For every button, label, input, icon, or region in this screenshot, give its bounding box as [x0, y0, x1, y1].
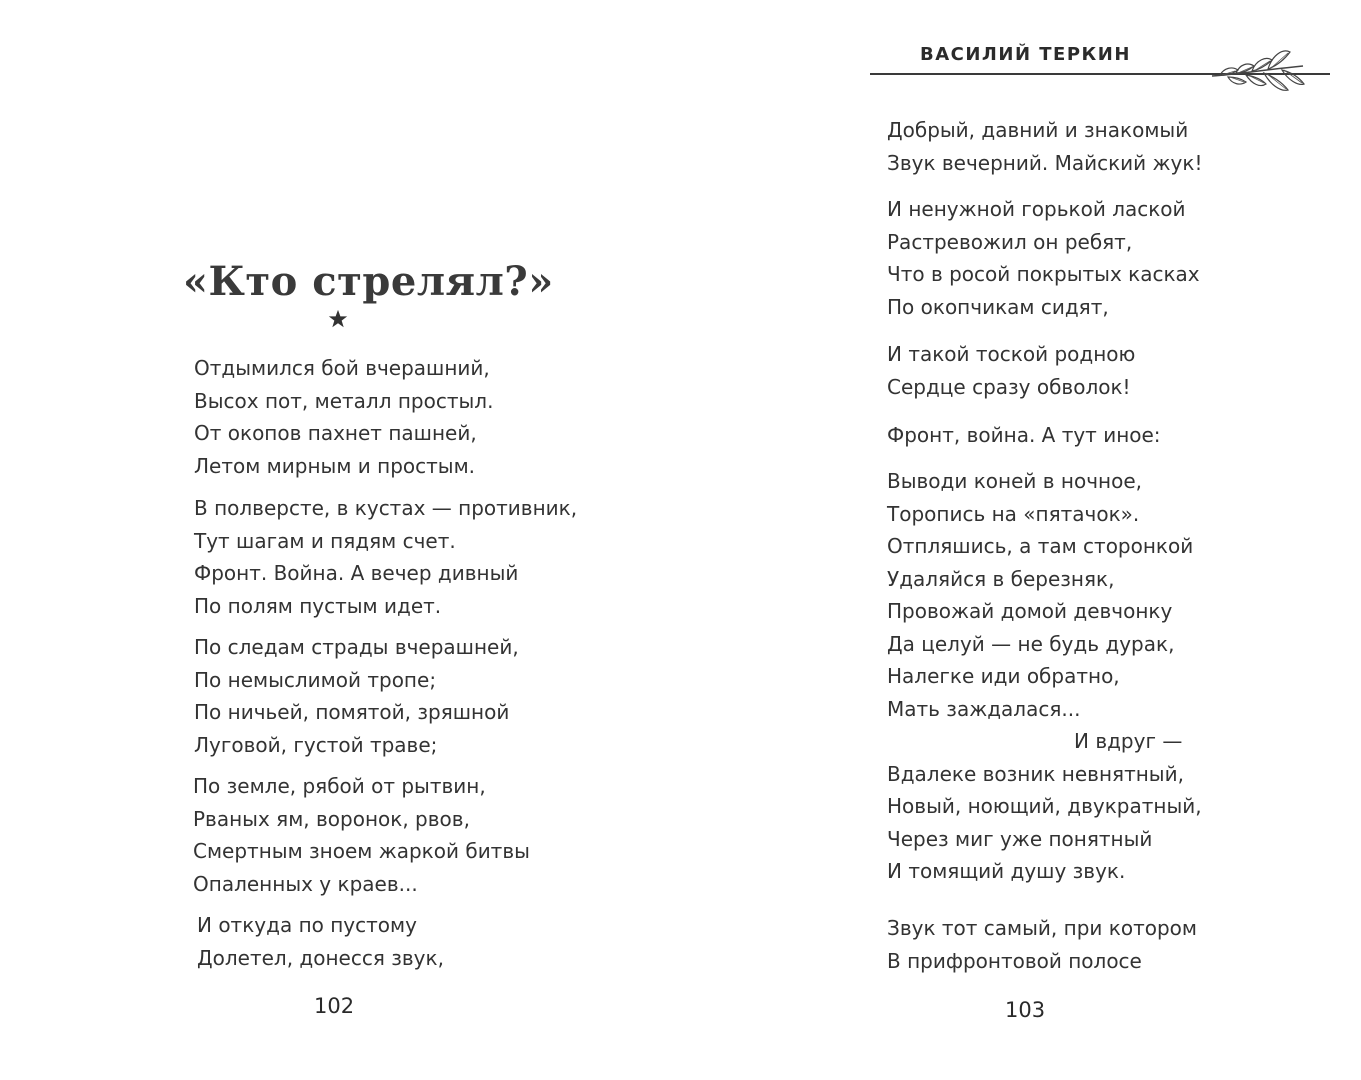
- verse-line: Смертным зноем жаркой битвы: [193, 839, 530, 863]
- verse-line: От окопов пахнет пашней,: [194, 421, 477, 445]
- stanza: [193, 770, 530, 900]
- verse-line: Летом мирным и простым.: [194, 453, 476, 478]
- verse-line: По полям пустым идет.: [194, 593, 442, 618]
- page-number: 102: [314, 994, 355, 1018]
- verse-line: Добрый, давний и знакомый: [887, 118, 1189, 142]
- verse-line: По ничьей, помятой, зряшной: [194, 700, 510, 724]
- right-page: [680, 0, 1361, 1080]
- verse-line: И такой тоской родною: [887, 342, 1136, 366]
- page-number: 103: [1005, 998, 1046, 1022]
- stanza: [194, 492, 577, 622]
- star-icon: [327, 308, 349, 330]
- verse-line: И ненужной горькой лаской: [887, 197, 1186, 221]
- verse-line: Звук тот самый, при котором: [887, 916, 1197, 940]
- stanza: [887, 114, 1202, 179]
- verse-line: Растревожил он ребят,: [887, 229, 1133, 254]
- stanza: [887, 912, 1197, 977]
- verse-line: В полверсте, в кустах — противник,: [194, 496, 578, 520]
- verse-line: Фронт, война. А тут иное:: [887, 423, 1161, 447]
- verse-line: Сердце сразу обволок!: [887, 374, 1131, 399]
- stanza: [887, 465, 1202, 888]
- verse-line: Звук вечерний. Майский жук!: [887, 150, 1203, 175]
- verse-line: Выводи коней в ночное,: [887, 469, 1143, 493]
- verse-line: Высох пот, металл простыл.: [194, 388, 494, 413]
- verse-line: Налегке иди обратно,: [887, 664, 1120, 688]
- stanza: [197, 909, 444, 974]
- verse-line: Отпляшись, а там сторонкой: [887, 534, 1194, 558]
- stanza: [887, 338, 1135, 403]
- verse-line: Отдымился бой вчерашний,: [194, 356, 490, 380]
- verse-line: Да целуй — не будь дурак,: [887, 631, 1175, 656]
- verse-line: Фронт. Война. А вечер дивный: [194, 561, 519, 585]
- branch-ornament-icon: [1208, 36, 1308, 106]
- stanza: [887, 193, 1200, 323]
- verse-line: По немыслимой тропе;: [194, 667, 437, 692]
- verse-line: По следам страды вчерашней,: [194, 635, 519, 659]
- verse-line: Опаленных у краев...: [193, 871, 418, 896]
- verse-line: Луговой, густой траве;: [194, 732, 438, 757]
- verse-line: И томящий душу звук.: [887, 859, 1126, 883]
- left-page: [0, 0, 680, 1080]
- running-head: ВАСИЛИЙ ТЕРКИН: [920, 44, 1131, 65]
- verse-line: Удаляйся в березняк,: [887, 566, 1115, 591]
- stanza: [194, 352, 493, 482]
- verse-line: Что в росой покрытых касках: [887, 262, 1200, 286]
- verse-line: По земле, рябой от рытвин,: [193, 774, 486, 798]
- verse-line: Мать заждалася...: [887, 696, 1081, 721]
- verse-line: В прифронтовой полосе: [887, 948, 1142, 973]
- verse-line: Через миг уже понятный: [887, 826, 1153, 851]
- verse-line: Провожай домой девчонку: [887, 599, 1173, 623]
- stanza: [887, 419, 1161, 452]
- verse-line: Рваных ям, воронок, рвов,: [193, 806, 470, 831]
- verse-line: И откуда по пустому: [197, 913, 417, 937]
- verse-line: Тут шагам и пядям счет.: [194, 528, 456, 553]
- verse-line: Вдалеке возник невнятный,: [887, 761, 1184, 786]
- verse-line: И вдруг —: [1074, 729, 1183, 753]
- verse-line: Долетел, донесся звук,: [197, 945, 444, 970]
- verse-line: Торопись на «пятачок».: [887, 501, 1140, 526]
- verse-line: Новый, ноющий, двукратный,: [887, 794, 1202, 818]
- verse-line: По окопчикам сидят,: [887, 294, 1109, 319]
- poem-title: «Кто стрелял?»: [183, 258, 554, 305]
- stanza: [194, 631, 519, 761]
